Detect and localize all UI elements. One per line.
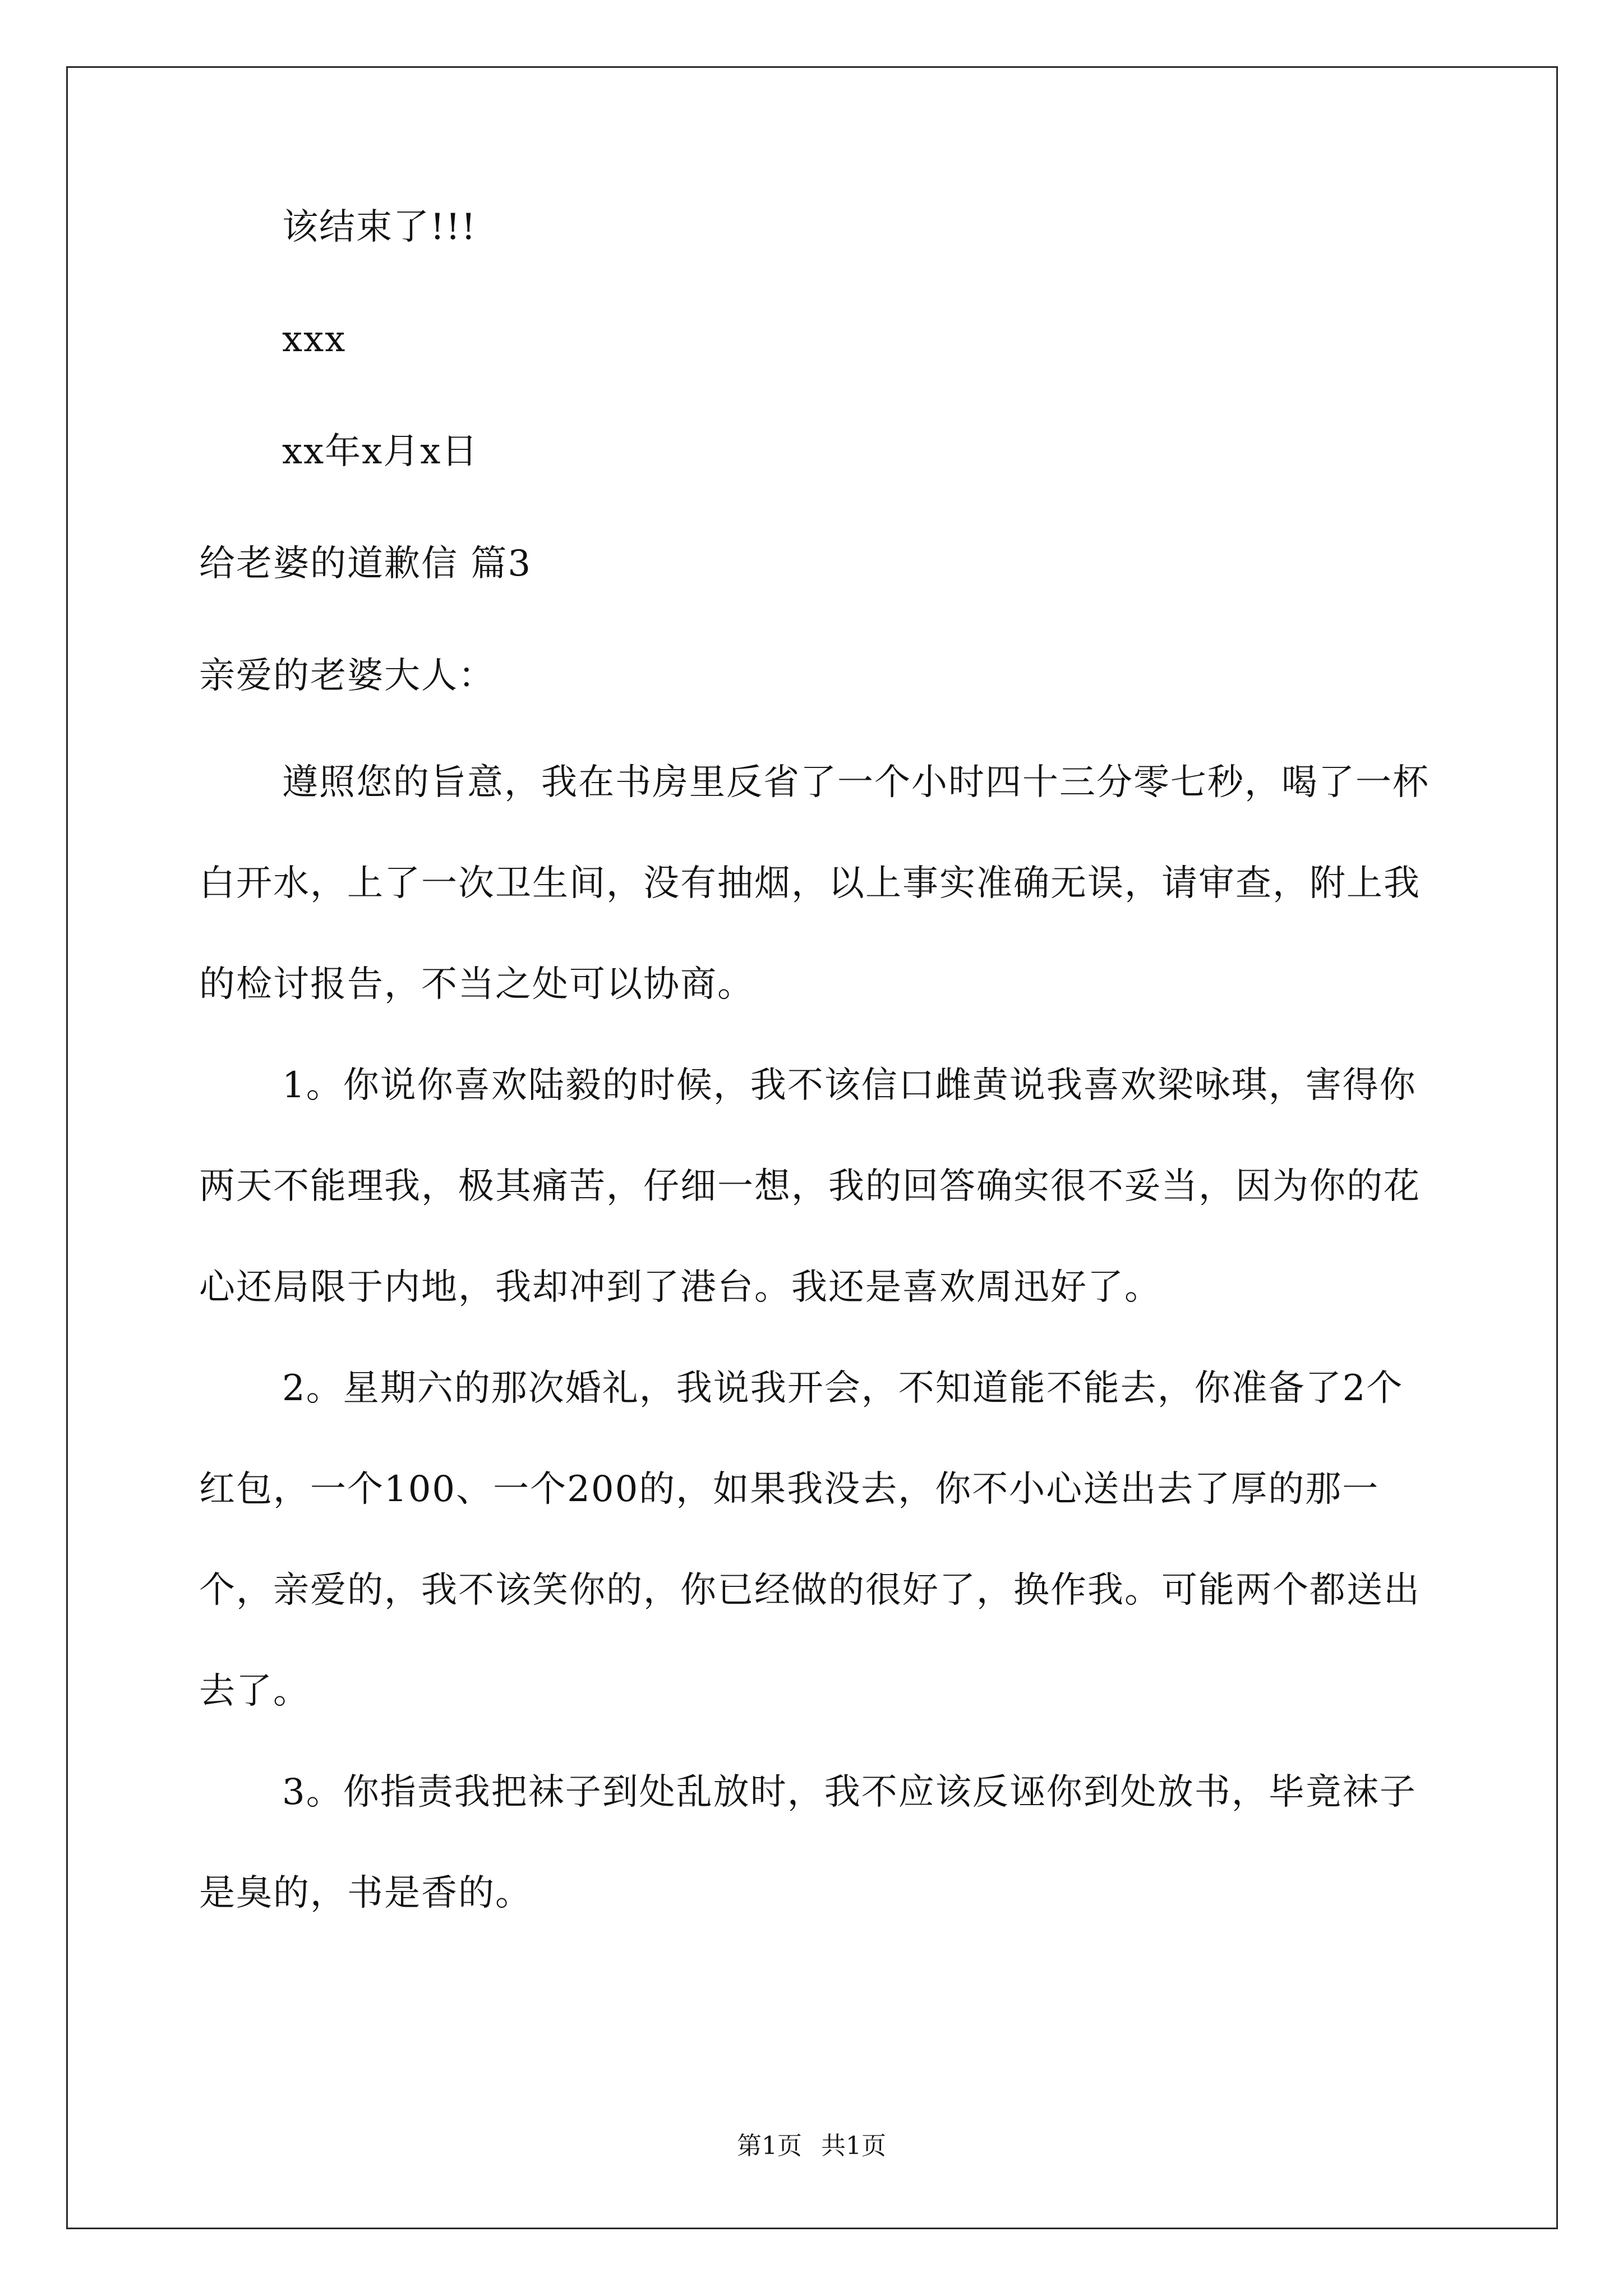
page-footer: [0, 2129, 1623, 2163]
section-title: 给老婆的道歉信 篇3: [199, 543, 532, 585]
date-line: xx年x月x日: [282, 431, 479, 472]
closing-line: 该结束了!!!: [282, 206, 477, 248]
paragraph-intro: 遵照您的旨意，我在书房里反省了一个小时四十三分零七秒，喝了一杯白开水，上了一次卫生间，没有抽烟，以上事实准确无误，请审查，附上我的检讨报告，不当之处可以协商。: [199, 762, 1430, 1005]
page-number: 第1页: [737, 2132, 802, 2160]
paragraph-item-2: 2。星期六的那次婚礼，我说我开会，不知道能不能去，你准备了2个红包，一个100、一个200的，如果我没去，你不小心送出去了厚的那一个，亲爱的，我不该笑你的，你已经做的很好了，换作我。可能两个都送出去了。: [199, 1368, 1421, 1712]
salutation: 亲爱的老婆大人：: [199, 655, 495, 697]
signature: xxx: [282, 319, 347, 360]
page-total: 共1页: [821, 2132, 886, 2160]
paragraph-item-1: 1。你说你喜欢陆毅的时候，我不该信口雌黄说我喜欢梁咏琪，害得你两天不能理我，极其痛苦，仔细一想，我的回答确实很不妥当，因为你的花心还局限于内地，我却冲到了港台。我还是喜欢周迅好了。: [199, 1065, 1421, 1308]
document-body: [199, 202, 1438, 1944]
paragraph-item-3: 3。你指责我把袜子到处乱放时，我不应该反诬你到处放书，毕竟袜子是臭的，书是香的。: [199, 1772, 1417, 1914]
